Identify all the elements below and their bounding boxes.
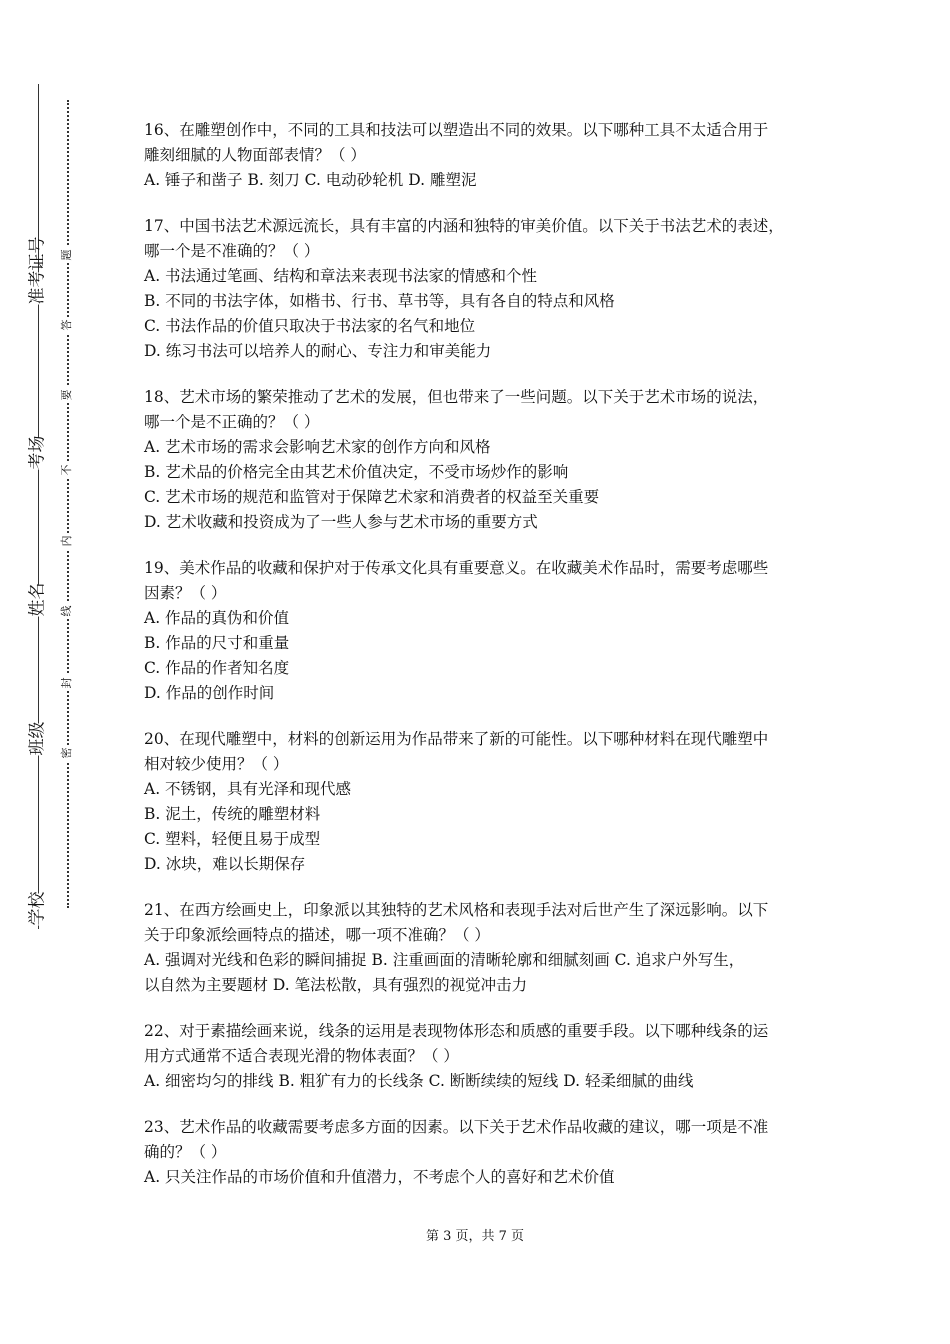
question-stem-line: 哪一个是不正确的？（ ） [144,413,320,431]
field-label-school: 学校 [27,891,48,926]
question-stem-line: 19、美术作品的收藏和保护对于传承文化具有重要意义。在收藏美术作品时，需要考虑哪些 [144,559,769,577]
option-a: A. 只关注作品的市场价值和升值潜力，不考虑个人的喜好和艺术价值 [144,1168,615,1186]
seal-word: 不 [60,462,74,478]
question-stem-line: 相对较少使用？（ ） [144,755,289,773]
seal-word: 内 [60,533,74,549]
option-d: D. 艺术收藏和投资成为了一些人参与艺术市场的重要方式 [144,513,538,531]
option-d: D. 冰块，难以长期保存 [144,855,306,873]
question-stem-line: 哪一个是不准确的？（ ） [144,242,320,260]
seal-word: 线 [60,603,74,619]
question-18 [144,385,816,535]
option-c: C. 塑料，轻便且易于成型 [144,830,321,848]
question-stem-line: 因素？（ ） [144,584,227,602]
field-label-class: 班级 [27,721,48,756]
question-stem-line: 关于印象派绘画特点的描述，哪一项不准确？（ ） [144,926,490,944]
question-stem-line: 23、艺术作品的收藏需要考虑多方面的因素。以下关于艺术作品收藏的建议，哪一项是不准 [144,1118,769,1136]
option-b: B. 泥土，传统的雕塑材料 [144,805,321,823]
seal-word: 答 [60,317,74,333]
question-stem-line: 雕刻细腻的人物面部表情？（ ） [144,146,366,164]
option-c: C. 作品的作者知名度 [144,659,290,677]
question-options: A. 锤子和凿子 B. 刻刀 C. 电动砂轮机 D. 雕塑泥 [144,171,477,189]
question-stem-line: 用方式通常不适合表现光滑的物体表面？（ ） [144,1047,459,1065]
question-stem-line: 18、艺术市场的繁荣推动了艺术的发展，但也带来了一些问题。以下关于艺术市场的说法， [144,388,769,406]
question-19 [144,556,816,706]
question-23 [144,1115,816,1190]
option-b: B. 艺术品的价格完全由其艺术价值决定，不受市场炒作的影响 [144,463,569,481]
question-16 [144,118,816,193]
question-options: A. 细密均匀的排线 B. 粗犷有力的长线条 C. 断断续续的短线 D. 轻柔细腻的曲线 [144,1072,694,1090]
binding-dotted-line [67,100,69,908]
binding-solid-line [38,84,39,929]
seal-word: 要 [60,387,74,403]
option-a: A. 书法通过笔画、结构和章法来表现书法家的情感和个性 [144,267,538,285]
question-stem-line: 21、在西方绘画史上，印象派以其独特的艺术风格和表现手法对后世产生了深远影响。以下 [144,901,769,919]
question-20 [144,727,816,877]
question-21 [144,898,816,998]
option-c: C. 艺术市场的规范和监管对于保障艺术家和消费者的权益至关重要 [144,488,600,506]
seal-word: 密 [60,745,74,761]
option-a: A. 作品的真伪和价值 [144,609,290,627]
field-label-exam-room: 考场 [27,435,48,470]
field-label-exam-number: 准考证号 [27,236,48,305]
binding-margin [0,0,120,1344]
option-b: B. 不同的书法字体，如楷书、行书、草书等，具有各自的特点和风格 [144,292,615,310]
question-17 [144,214,816,364]
question-options: 以自然为主要题材 D. 笔法松散，具有强烈的视觉冲击力 [144,976,528,994]
question-22 [144,1019,816,1094]
question-stem-line: 22、对于素描绘画来说，线条的运用是表现物体形态和质感的重要手段。以下哪种线条的运 [144,1022,769,1040]
option-b: B. 作品的尺寸和重量 [144,634,290,652]
option-a: A. 艺术市场的需求会影响艺术家的创作方向和风格 [144,438,491,456]
seal-word: 题 [60,247,74,263]
option-d: D. 作品的创作时间 [144,684,275,702]
question-stem-line: 确的？（ ） [144,1143,227,1161]
question-list [144,118,816,1211]
question-options: A. 强调对光线和色彩的瞬间捕捉 B. 注重画面的清晰轮廓和细腻刻画 C. 追求户外写生， [144,951,745,969]
option-d: D. 练习书法可以培养人的耐心、专注力和审美能力 [144,342,492,360]
question-stem-line: 16、在雕塑创作中，不同的工具和技法可以塑造出不同的效果。以下哪种工具不太适合用于 [144,121,769,139]
page-number-footer: 第 3 页，共 7 页 [425,1229,525,1244]
option-c: C. 书法作品的价值只取决于书法家的名气和地位 [144,317,476,335]
seal-word: 封 [60,675,74,691]
option-a: A. 不锈钢，具有光泽和现代感 [144,780,352,798]
question-stem-line: 20、在现代雕塑中，材料的创新运用为作品带来了新的可能性。以下哪种材料在现代雕塑中 [144,730,769,748]
question-stem-line: 17、中国书法艺术源远流长，具有丰富的内涵和独特的审美价值。以下关于书法艺术的表述， [144,217,784,235]
field-label-name: 姓名 [27,582,48,617]
